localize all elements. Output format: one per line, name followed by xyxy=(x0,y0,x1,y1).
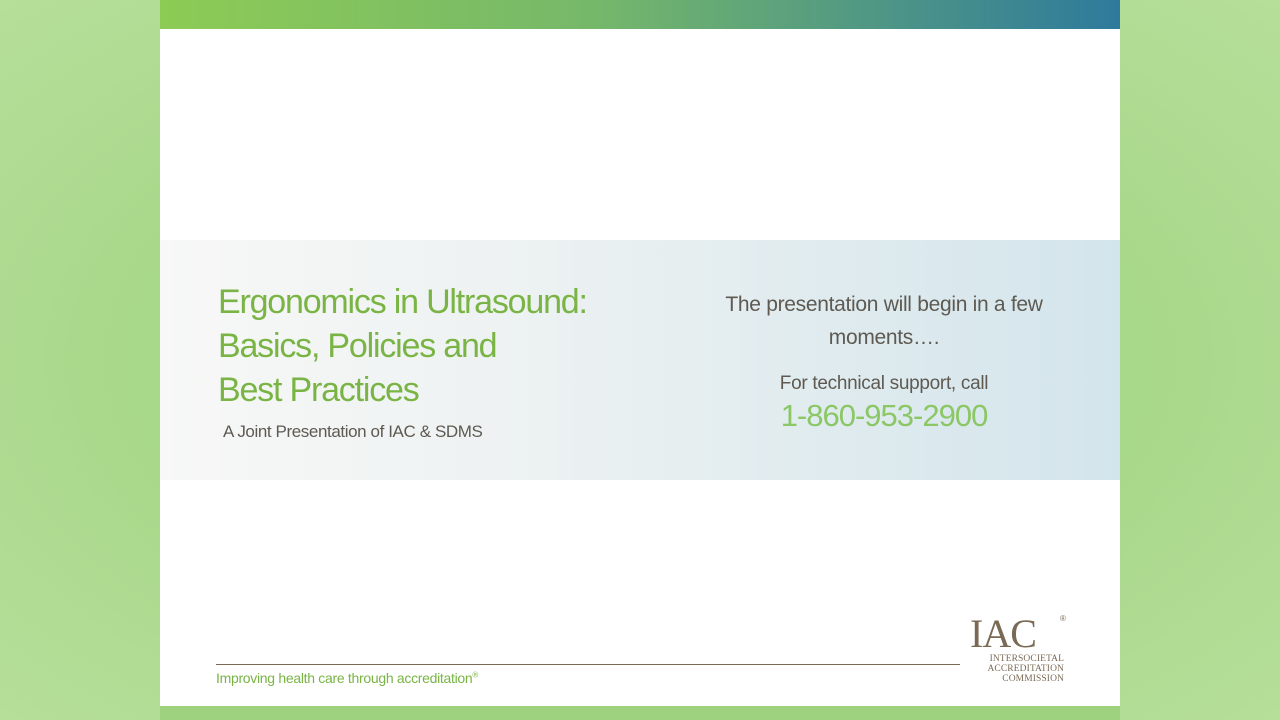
presentation-subtitle: A Joint Presentation of IAC & SDMS xyxy=(223,422,483,441)
iac-logo-mark: IAC xyxy=(970,611,1036,656)
iac-logo-registered-mark: ® xyxy=(1060,614,1066,623)
logo-line-2: ACCREDITATION xyxy=(987,664,1064,674)
logo-line-1: INTERSOCIETAL xyxy=(989,654,1064,664)
title-line-2: Basics, Policies and xyxy=(218,327,497,365)
title-line-1: Ergonomics in Ultrasound: xyxy=(218,283,587,321)
footer-tagline xyxy=(216,670,478,686)
waiting-message: The presentation will begin in a few moments…. xyxy=(725,293,1043,349)
tagline-text: Improving health care through accreditation xyxy=(216,670,473,686)
info-panel xyxy=(708,288,1060,434)
support-label: For technical support, call xyxy=(779,373,989,394)
presentation-slide xyxy=(160,0,1120,720)
logo-line-3: COMMISSION xyxy=(1002,674,1064,684)
tagline-registered-mark: ® xyxy=(472,670,478,680)
iac-logo-wordmark xyxy=(987,654,1064,684)
footer-divider xyxy=(216,664,960,665)
presentation-title xyxy=(218,280,587,412)
support-phone-number: 1-860-953-2900 xyxy=(780,398,988,433)
iac-logo xyxy=(966,612,1070,690)
title-line-3: Best Practices xyxy=(218,371,419,409)
top-gradient-bar xyxy=(160,0,1120,29)
bottom-bar xyxy=(160,706,1120,720)
